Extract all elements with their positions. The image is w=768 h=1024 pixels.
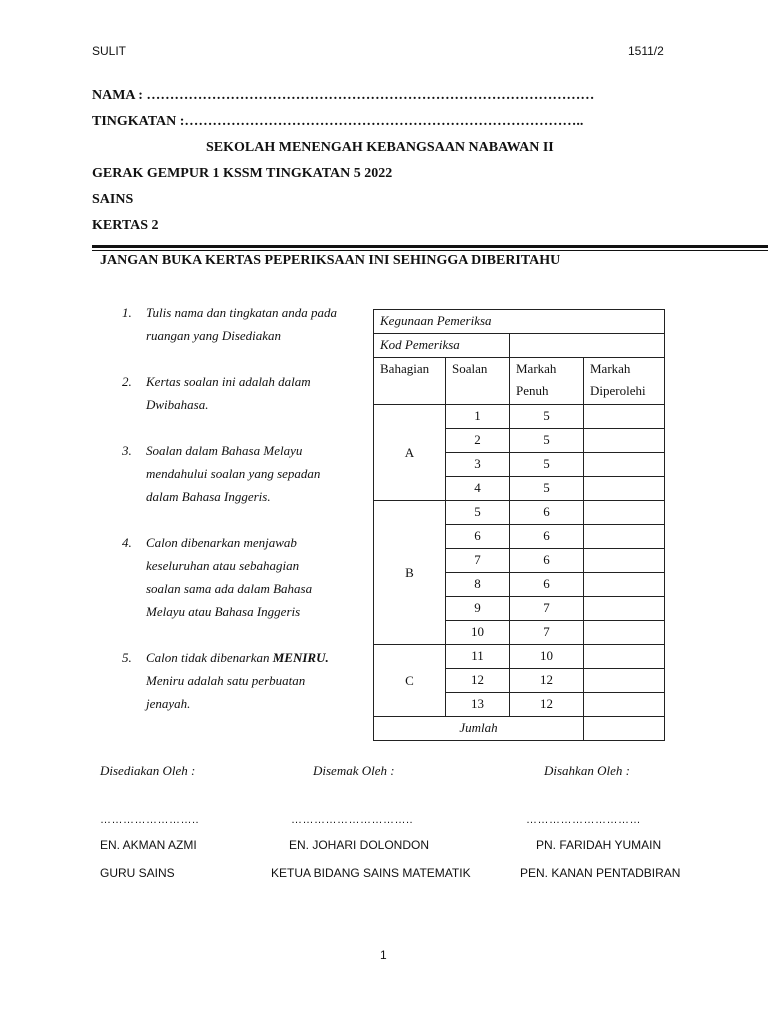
obtained-marks-cell[interactable] [584, 645, 665, 669]
full-marks: 6 [510, 549, 584, 573]
section-label: A [374, 405, 446, 501]
obtained-marks-cell[interactable] [584, 453, 665, 477]
header-line: Markah [590, 361, 631, 376]
name-field: NAMA : …………………………………………………………………………………… [92, 88, 595, 103]
instruction-line: Dwibahasa. [146, 397, 209, 412]
question-header: Soalan [446, 358, 510, 405]
full-marks: 12 [510, 669, 584, 693]
exam-title: GERAK GEMPUR 1 KSSM TINGKATAN 5 2022 [92, 166, 393, 181]
full-marks: 6 [510, 573, 584, 597]
full-marks: 5 [510, 453, 584, 477]
instruction-text: Calon tidak dibenarkan [146, 650, 273, 665]
examiner-table [373, 309, 665, 741]
obtained-marks-cell[interactable] [584, 429, 665, 453]
prepared-name: EN. AKMAN AZMI [100, 838, 197, 852]
question-number: 5 [446, 501, 510, 525]
obtained-marks-cell[interactable] [584, 405, 665, 429]
question-number: 11 [446, 645, 510, 669]
prepared-by-label: Disediakan Oleh : [100, 763, 196, 778]
examiner-code-cell[interactable] [510, 334, 665, 358]
paper-number: KERTAS 2 [92, 218, 159, 233]
divider-thick [92, 245, 768, 248]
question-number: 3 [446, 453, 510, 477]
approved-role: PEN. KANAN PENTADBIRAN [520, 866, 681, 880]
divider-thin [92, 250, 768, 251]
instruction-line: Soalan dalam Bahasa Melayu [146, 443, 303, 458]
form-field: TINGKATAN :………………………………………………………………………….. [92, 114, 584, 129]
full-marks: 12 [510, 693, 584, 717]
section-header: Bahagian [374, 358, 446, 405]
question-number: 12 [446, 669, 510, 693]
instruction-4 [122, 531, 362, 623]
question-number: 8 [446, 573, 510, 597]
approved-by-label: Disahkan Oleh : [544, 763, 630, 778]
instruction-3 [122, 439, 362, 508]
obtained-marks-cell[interactable] [584, 501, 665, 525]
approved-signature-line: ………………………… [526, 814, 641, 826]
question-number: 13 [446, 693, 510, 717]
instruction-line: Meniru adalah satu perbuatan [146, 673, 306, 688]
checked-signature-line: ………………………….. [291, 814, 414, 826]
total-row [374, 717, 665, 741]
instruction-number: 5. [122, 650, 132, 665]
full-marks: 6 [510, 525, 584, 549]
question-number: 7 [446, 549, 510, 573]
full-marks-header [510, 358, 584, 405]
instruction-line: jenayah. [146, 696, 191, 711]
instruction-line: dalam Bahasa Inggeris. [146, 489, 271, 504]
instruction-line [146, 646, 362, 669]
subject: SAINS [92, 192, 134, 207]
paper-code: 1511/2 [628, 44, 664, 58]
question-number: 1 [446, 405, 510, 429]
sections-body [374, 405, 665, 717]
full-marks: 7 [510, 621, 584, 645]
header-line: Penuh [516, 383, 549, 398]
checked-name: EN. JOHARI DOLONDON [289, 838, 430, 852]
section-label: C [374, 645, 446, 717]
total-label: Jumlah [374, 717, 584, 741]
instruction-line: mendahului soalan yang sepadan [146, 466, 321, 481]
section-label: B [374, 501, 446, 645]
full-marks: 7 [510, 597, 584, 621]
instruction-line: keseluruhan atau sebahagian [146, 558, 300, 573]
instruction-number: 3. [122, 443, 132, 458]
approved-name: PN. FARIDAH YUMAIN [536, 838, 662, 852]
obtained-marks-cell[interactable] [584, 669, 665, 693]
checked-role: KETUA BIDANG SAINS MATEMATIK [271, 866, 471, 880]
obtained-marks-cell[interactable] [584, 549, 665, 573]
obtained-marks-cell[interactable] [584, 525, 665, 549]
full-marks: 5 [510, 405, 584, 429]
obtained-marks-cell[interactable] [584, 573, 665, 597]
instruction-5 [122, 646, 362, 715]
classification-label: SULIT [92, 44, 127, 58]
table-row [374, 645, 665, 669]
instruction-line: Calon dibenarkan menjawab [146, 535, 297, 550]
full-marks: 6 [510, 501, 584, 525]
question-number: 4 [446, 477, 510, 501]
full-marks: 10 [510, 645, 584, 669]
question-number: 2 [446, 429, 510, 453]
page-number: 1 [380, 948, 387, 962]
obtained-marks-cell[interactable] [584, 597, 665, 621]
header-line: Diperolehi [590, 383, 646, 398]
instruction-2 [122, 370, 362, 416]
instruction-number: 2. [122, 374, 132, 389]
obtained-marks-header [584, 358, 665, 405]
obtained-marks-cell[interactable] [584, 693, 665, 717]
instruction-line: Tulis nama dan tingkatan anda pada [146, 305, 338, 320]
full-marks: 5 [510, 477, 584, 501]
question-number: 6 [446, 525, 510, 549]
header-line: Markah [516, 361, 557, 376]
warning-text: JANGAN BUKA KERTAS PEPERIKSAAN INI SEHINGGA DIBERITAHU [100, 253, 561, 268]
full-marks: 5 [510, 429, 584, 453]
examiner-use-label: Kegunaan Pemeriksa [374, 310, 665, 334]
table-row [374, 501, 665, 525]
instruction-line: ruangan yang Disediakan [146, 328, 282, 343]
instruction-1 [122, 301, 362, 347]
total-marks-cell[interactable] [584, 717, 665, 741]
examiner-code-label: Kod Pemeriksa [374, 334, 510, 358]
question-number: 10 [446, 621, 510, 645]
instruction-line: Melayu atau Bahasa Inggeris [146, 604, 301, 619]
instruction-number: 4. [122, 535, 132, 550]
instruction-line: soalan sama ada dalam Bahasa [146, 581, 313, 596]
obtained-marks-cell[interactable] [584, 477, 665, 501]
obtained-marks-cell[interactable] [584, 621, 665, 645]
prepared-role: GURU SAINS [100, 866, 175, 880]
instruction-line: Kertas soalan ini adalah dalam [146, 374, 311, 389]
checked-by-label: Disemak Oleh : [313, 763, 395, 778]
table-row [374, 405, 665, 429]
school-name: SEKOLAH MENENGAH KEBANGSAAN NABAWAN II [206, 140, 554, 155]
instruction-number: 1. [122, 305, 132, 320]
table-header-row [374, 358, 665, 405]
instruction-emphasis: MENIRU. [272, 650, 329, 665]
table-row [374, 310, 665, 334]
table-row [374, 334, 665, 358]
prepared-signature-line: …………………….. [100, 814, 200, 826]
question-number: 9 [446, 597, 510, 621]
